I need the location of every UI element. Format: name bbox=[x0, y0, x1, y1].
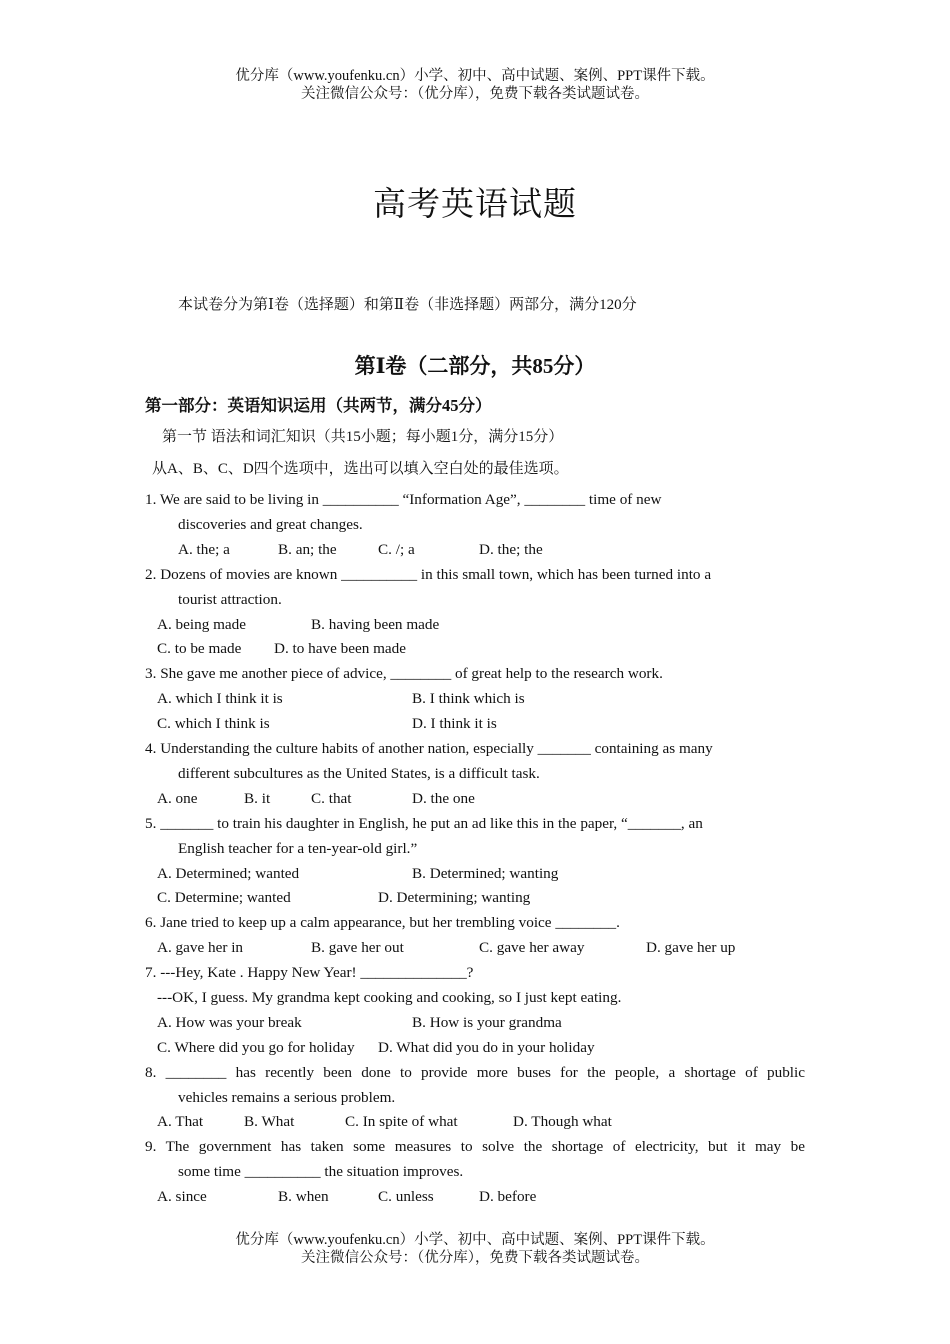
option-c[interactable]: C. /; a bbox=[378, 540, 415, 558]
part-heading: 第一部分：英语知识运用（共两节，满分45分） bbox=[145, 396, 492, 415]
question-stem-continued: English teacher for a ten-year-old girl.” bbox=[178, 839, 418, 857]
option-row bbox=[145, 1036, 805, 1061]
option-c[interactable]: C. In spite of what bbox=[345, 1113, 458, 1131]
question-stem-continued: vehicles remains a serious problem. bbox=[178, 1088, 396, 1106]
option-row bbox=[145, 637, 805, 662]
option-b[interactable]: B. an; the bbox=[278, 540, 337, 558]
option-a[interactable]: A. since bbox=[157, 1188, 207, 1206]
option-row bbox=[145, 787, 805, 812]
question-stem-continued: different subcultures as the United States, is a difficult task. bbox=[178, 764, 540, 782]
option-a[interactable]: A. gave her in bbox=[157, 939, 244, 957]
question-stem: 4. Understanding the culture habits of another nation, especially _______ containing as many bbox=[145, 739, 713, 757]
volume-heading: 第Ⅰ卷（二部分，共85分） bbox=[354, 354, 596, 378]
option-d[interactable]: D. What did you do in your holiday bbox=[378, 1038, 595, 1056]
option-c[interactable]: C. gave her away bbox=[479, 939, 585, 957]
footer-line-1: 优分库（www.youfenku.cn）小学、初中、高中试题、案例、PPT课件下载。 bbox=[235, 1232, 715, 1248]
option-a[interactable]: A. the; a bbox=[178, 540, 230, 558]
question-stem: 1. We are said to be living in __________ “Information Age”, ________ time of new bbox=[145, 491, 662, 508]
question-list bbox=[145, 488, 805, 1210]
option-a[interactable]: A. one bbox=[157, 789, 198, 807]
option-row bbox=[145, 687, 805, 712]
option-a[interactable]: A. which I think it is bbox=[157, 690, 283, 708]
option-row bbox=[145, 886, 805, 911]
option-d[interactable]: D. the; the bbox=[479, 540, 543, 558]
page-header bbox=[0, 67, 950, 103]
question-stem: 6. Jane tried to keep up a calm appearance, but her trembling voice ________. bbox=[145, 914, 620, 932]
header-line-2: 关注微信公众号：（优分库），免费下载各类试题试卷。 bbox=[301, 86, 649, 102]
option-b[interactable]: B. when bbox=[278, 1188, 329, 1206]
question-stem: 7. ---Hey, Kate . Happy New Year! ______________? bbox=[145, 964, 474, 982]
question-stem: 3. She gave me another piece of advice, ________ of great help to the research work. bbox=[145, 665, 663, 683]
option-c[interactable]: C. that bbox=[311, 789, 352, 807]
option-c[interactable]: C. Determine; wanted bbox=[157, 889, 291, 907]
option-d[interactable]: D. before bbox=[479, 1188, 537, 1206]
option-a[interactable]: A. being made bbox=[157, 615, 246, 633]
exam-intro: 本试卷分为第Ⅰ卷（选择题）和第Ⅱ卷（非选择题）两部分，满分120分 bbox=[178, 297, 637, 313]
instruction-text: 从A、B、C、D四个选项中，选出可以填入空白处的最佳选项。 bbox=[152, 461, 569, 477]
option-d[interactable]: D. gave her up bbox=[646, 939, 736, 957]
option-d[interactable]: D. Determining; wanting bbox=[378, 889, 531, 907]
option-b[interactable]: B. it bbox=[244, 789, 271, 807]
option-b[interactable]: B. Determined; wanting bbox=[412, 864, 559, 882]
question-stem: 8. ________ has recently been done to provide more buses for the people, a shortage of public bbox=[145, 1063, 805, 1081]
section-heading: 第一节 语法和词汇知识（共15小题；每小题1分，满分15分） bbox=[162, 429, 564, 445]
option-b[interactable]: B. I think which is bbox=[412, 690, 525, 708]
option-d[interactable]: D. I think it is bbox=[412, 715, 497, 733]
page-footer bbox=[0, 1231, 950, 1267]
question-stem-continued: tourist attraction. bbox=[178, 590, 282, 608]
document-title: 高考英语试题 bbox=[373, 184, 577, 223]
header-line-1: 优分库（www.youfenku.cn）小学、初中、高中试题、案例、PPT课件下载。 bbox=[235, 68, 715, 84]
option-row bbox=[145, 1011, 805, 1036]
option-row bbox=[145, 862, 805, 887]
option-c[interactable]: C. to be made bbox=[157, 640, 242, 658]
question-stem-continued: discoveries and great changes. bbox=[178, 515, 363, 533]
option-b[interactable]: B. What bbox=[244, 1113, 295, 1131]
option-d[interactable]: D. to have been made bbox=[274, 640, 406, 658]
option-c[interactable]: C. which I think is bbox=[157, 715, 270, 733]
option-a[interactable]: A. How was your break bbox=[157, 1013, 302, 1031]
option-b[interactable]: B. How is your grandma bbox=[412, 1013, 562, 1031]
question-stem: 5. _______ to train his daughter in English, he put an ad like this in the paper, “_______, an bbox=[145, 814, 703, 832]
option-row bbox=[145, 1110, 805, 1135]
question-stem: 9. The government has taken some measures to solve the shortage of electricity, but it may be bbox=[145, 1138, 805, 1156]
option-d[interactable]: D. the one bbox=[412, 789, 475, 807]
option-row bbox=[145, 936, 805, 961]
option-row bbox=[145, 712, 805, 737]
footer-line-2: 关注微信公众号：（优分库），免费下载各类试题试卷。 bbox=[301, 1250, 649, 1266]
question-stem: 2. Dozens of movies are known __________ in this small town, which has been turned into a bbox=[145, 565, 712, 583]
option-row bbox=[145, 1185, 805, 1210]
option-c[interactable]: C. unless bbox=[378, 1188, 434, 1206]
option-c[interactable]: C. Where did you go for holiday bbox=[157, 1038, 355, 1056]
option-row bbox=[145, 613, 805, 638]
option-b[interactable]: B. gave her out bbox=[311, 939, 404, 957]
option-b[interactable]: B. having been made bbox=[311, 615, 440, 633]
dialogue-reply: ---OK, I guess. My grandma kept cooking and cooking, so I just kept eating. bbox=[157, 988, 622, 1006]
option-a[interactable]: A. Determined; wanted bbox=[157, 864, 300, 882]
question-stem-continued: some time __________ the situation improves. bbox=[178, 1163, 464, 1181]
option-d[interactable]: D. Though what bbox=[513, 1113, 612, 1131]
option-row bbox=[145, 538, 805, 563]
option-a[interactable]: A. That bbox=[157, 1113, 204, 1131]
